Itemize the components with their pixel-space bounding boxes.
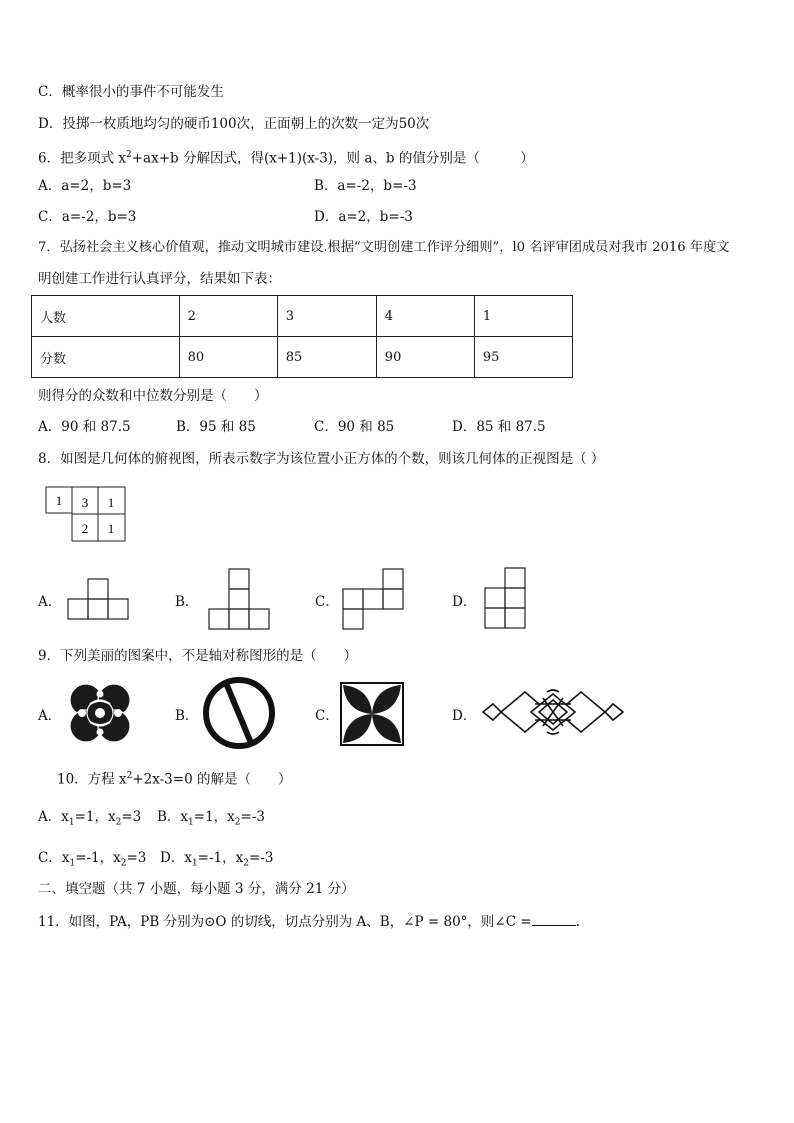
q7-option-a: A．90 和 87.5 (38, 419, 131, 435)
table-cell: 4 (376, 296, 474, 337)
q9-stem: 9．下列美丽的图案中，不是轴对称图形的是（ ） (38, 648, 358, 664)
q9-option-b-pattern (201, 675, 277, 751)
section-heading: 二、填空题（共 7 小题，每小题 3 分，满分 21 分） (38, 881, 355, 897)
q8-label-c: C． (315, 594, 339, 610)
q9-label-b: B． (175, 708, 199, 724)
q8-option-a-figure (68, 578, 130, 620)
q7-option-d: D．85 和 87.5 (452, 419, 546, 435)
table-cell: 2 (179, 296, 277, 337)
q9-label-c: C． (315, 708, 339, 724)
top-view-number: 3 (81, 495, 89, 510)
table-row (32, 337, 573, 378)
q7-question: 则得分的众数和中位数分别是（ ） (38, 388, 268, 404)
q10-option-b: B．$x_1=1$，$x_2=-3$ (157, 809, 265, 828)
q6-option-b: B．a=-2，b=-3 (314, 178, 417, 194)
top-view-number: 1 (107, 495, 115, 510)
q9-option-c-pattern (340, 682, 404, 746)
q8-label-d: D． (452, 594, 477, 610)
q10-option-a: A．$x_1=1$，$x_2=3$ (38, 809, 142, 828)
q8-option-c-figure (343, 568, 405, 630)
q9-option-d-pattern (481, 688, 625, 736)
top-view-number: 1 (55, 493, 63, 508)
q9-label-a: A． (38, 708, 62, 724)
q7-option-c: C．90 和 85 (314, 419, 395, 435)
table-cell: 85 (277, 337, 376, 378)
top-view-number: 1 (107, 521, 115, 536)
q8-option-d-figure (485, 567, 527, 629)
q5-option-d: D．投掷一枚质地均匀的硬币100次，正面朝上的次数一定为50次 (38, 116, 430, 132)
q6-option-c: C．a=-2，b=3 (38, 209, 137, 225)
q8-stem: 8．如图是几何体的俯视图，所表示数字为该位置小正方体的个数，则该几何体的正视图是（ ） (38, 451, 605, 467)
table-cell: 80 (179, 337, 277, 378)
table-cell: 95 (474, 337, 572, 378)
answer-blank[interactable] (532, 912, 576, 926)
q9-label-d: D． (452, 708, 477, 724)
table-cell: 3 (277, 296, 376, 337)
q8-label-a: A． (38, 594, 62, 610)
q6-option-a: A．a=2，b=3 (38, 178, 132, 194)
q10-option-d: D．$x_1=-1$，$x_2=-3$ (160, 850, 274, 869)
q9-option-a-pattern (66, 680, 136, 746)
table-row (32, 296, 573, 337)
q10-option-c: C．$x_1=-1$，$x_2=3$ (38, 850, 147, 869)
q11-stem: 11．如图，PA，PB 分别为⊙O 的切线，切点分别为 A、B，∠P = 80°，则∠C = . (38, 914, 580, 930)
table-cell: 1 (474, 296, 572, 337)
table-cell: 90 (376, 337, 474, 378)
table-cell: 分数 (32, 337, 180, 378)
q7-option-b: B．95 和 85 (176, 419, 256, 435)
q8-top-view-figure (46, 487, 126, 543)
q7-stem-line1: 7．弘扬社会主义核心价值观，推动文明城市建设.根据“文明创建工作评分细则”，l0 名评审团成员对我市 2016 年度文 (38, 240, 730, 255)
q7-stem-line2: 明创建工作进行认真评分，结果如下表： (38, 271, 281, 287)
q10-stem: 10．方程 $x^2+2x-3=0$ 的解是（ ） (57, 771, 292, 788)
q8-label-b: B． (175, 594, 199, 610)
top-view-number: 2 (81, 521, 89, 536)
table-cell: 人数 (32, 296, 180, 337)
q6-option-d: D．a=2，b=-3 (314, 209, 413, 225)
q7-score-table (31, 295, 573, 378)
q5-option-c: C．概率很小的事件不可能发生 (38, 84, 224, 100)
q8-option-b-figure (209, 568, 271, 630)
q6-stem: 6．把多项式 $x^2+ax+b$ 分解因式，得(x+1)(x-3)，则 a、b 的值分别是（ ） (38, 150, 534, 167)
